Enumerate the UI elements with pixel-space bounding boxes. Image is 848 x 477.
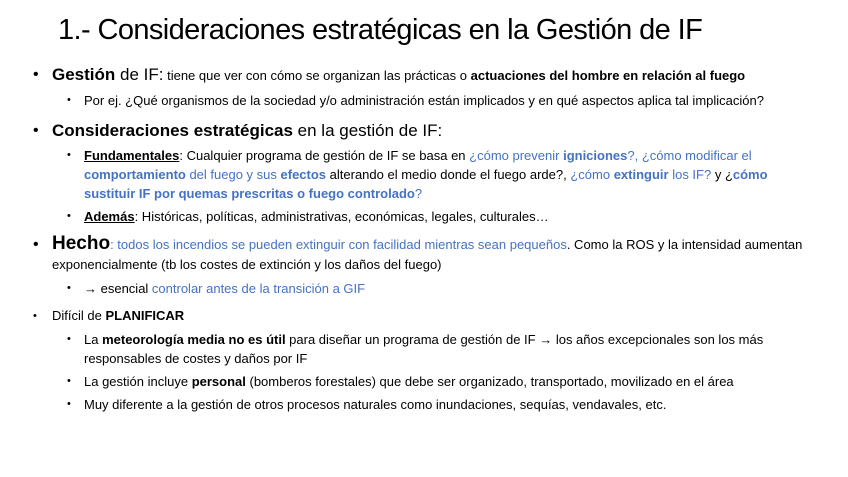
bullet-dot: • bbox=[67, 333, 71, 345]
sub-bullet-ademas bbox=[0, 207, 848, 226]
sub-bullet-esencial bbox=[0, 279, 848, 298]
question-los-if: los IF? bbox=[668, 167, 712, 182]
question-prevenir: ¿cómo prevenir bbox=[469, 148, 564, 163]
personal-text-2: (bomberos forestales) que debe ser organizado, transportado, movilizado en el área bbox=[245, 374, 734, 389]
question-comportamiento: comportamiento bbox=[84, 167, 186, 182]
diferente-text: Muy diferente a la gestión de otros procesos naturales como inundaciones, sequías, vendavales, etc. bbox=[84, 397, 667, 412]
bullet-hecho-blue: : todos los incendios se pueden extinguir con facilidad mientras sean pequeños bbox=[110, 237, 567, 252]
bullet-dot: • bbox=[33, 310, 37, 322]
bullet-dot: • bbox=[67, 94, 71, 106]
sub-bullet-ejemplo bbox=[0, 91, 848, 110]
arrow-right-icon: → bbox=[84, 281, 97, 296]
question-extinguir: extinguir bbox=[613, 167, 669, 182]
ademas-label: Además bbox=[84, 209, 135, 224]
slide-title: 1.- Consideraciones estratégicas en la Gestión de IF bbox=[58, 14, 703, 46]
fundamentales-text-2: alterando el medio donde el fuego arde?, bbox=[326, 167, 571, 182]
meteorologia-text-1: La bbox=[84, 332, 103, 347]
bullet-dot: • bbox=[67, 375, 71, 387]
bullet-dot: • bbox=[33, 66, 39, 83]
meteorologia-bold: meteorología media no es útil bbox=[102, 332, 286, 347]
meteorologia-text-2: para diseñar un programa de gestión de IF bbox=[285, 332, 540, 347]
question-modificar: ?, ¿cómo modificar el bbox=[627, 148, 752, 163]
question-efectos: efectos bbox=[280, 167, 327, 182]
fundamentales-text-3: y ¿ bbox=[711, 167, 733, 182]
bullet-gestion-lead: Gestión bbox=[52, 65, 116, 84]
meteorologia-text-3: los años excepcionales son los más responsables de costes y daños por IF bbox=[84, 332, 764, 366]
question-sustituir: cómo sustituir IF por quemas prescritas o bbox=[84, 167, 768, 201]
question-fuego-controlado: fuego controlado bbox=[308, 186, 415, 201]
bullet-consideraciones bbox=[0, 120, 848, 142]
question-end: ? bbox=[414, 186, 423, 201]
question-igniciones: igniciones bbox=[563, 148, 628, 163]
sub-bullet-meteorologia bbox=[0, 330, 848, 368]
slide-content bbox=[0, 64, 848, 414]
question-fuego-sus: del fuego y sus bbox=[185, 167, 281, 182]
bullet-dot: • bbox=[67, 282, 71, 294]
esencial-blue: controlar antes de la transición a GIF bbox=[151, 281, 366, 296]
personal-bold: personal bbox=[191, 374, 246, 389]
bullet-dot: • bbox=[33, 122, 39, 139]
arrow-right-icon: → bbox=[539, 332, 553, 347]
bullet-planificar-bold: PLANIFICAR bbox=[105, 308, 185, 323]
esencial-text: esencial bbox=[97, 281, 152, 296]
bullet-planificar bbox=[0, 306, 848, 326]
bullet-consideraciones-rest: en la gestión de IF: bbox=[292, 121, 443, 140]
bullet-gestion bbox=[0, 64, 848, 87]
bullet-dot: • bbox=[67, 398, 71, 410]
bullet-consideraciones-lead: Consideraciones estratégicas bbox=[52, 121, 293, 140]
sub-bullet-personal bbox=[0, 372, 848, 391]
personal-text-1: La gestión incluye bbox=[84, 374, 192, 389]
bullet-dot: • bbox=[67, 210, 71, 222]
bullet-gestion-rest: de IF: bbox=[115, 65, 164, 84]
fundamentales-label: Fundamentales bbox=[84, 148, 180, 163]
bullet-dot: • bbox=[33, 236, 39, 253]
bullet-hecho-text: . Como la ROS y la intensidad aumentan exponencialmente (tb los costes de extinción y los daños del fuego) bbox=[52, 237, 803, 272]
fundamentales-text-1: : Cualquier programa de gestión de IF se basa en bbox=[179, 148, 470, 163]
sub-bullet-ejemplo-text: Por ej. ¿Qué organismos de la sociedad y/o administración están implicados y en qué aspectos aplica tal implicación? bbox=[84, 93, 764, 108]
ademas-text: : Históricas, políticas, administrativas, económicas, legales, culturales… bbox=[134, 209, 549, 224]
sub-bullet-fundamentales bbox=[0, 146, 848, 203]
bullet-gestion-bold: actuaciones del hombre en relación al fuego bbox=[470, 68, 746, 83]
bullet-hecho-lead: Hecho bbox=[52, 233, 111, 254]
bullet-dot: • bbox=[67, 149, 71, 161]
bullet-gestion-text: tiene que ver con cómo se organizan las prácticas o bbox=[163, 68, 471, 83]
question-como: ¿cómo bbox=[570, 167, 614, 182]
sub-bullet-diferente bbox=[0, 395, 848, 414]
bullet-hecho bbox=[0, 234, 848, 275]
bullet-planificar-lead: Difícil de bbox=[52, 308, 106, 323]
